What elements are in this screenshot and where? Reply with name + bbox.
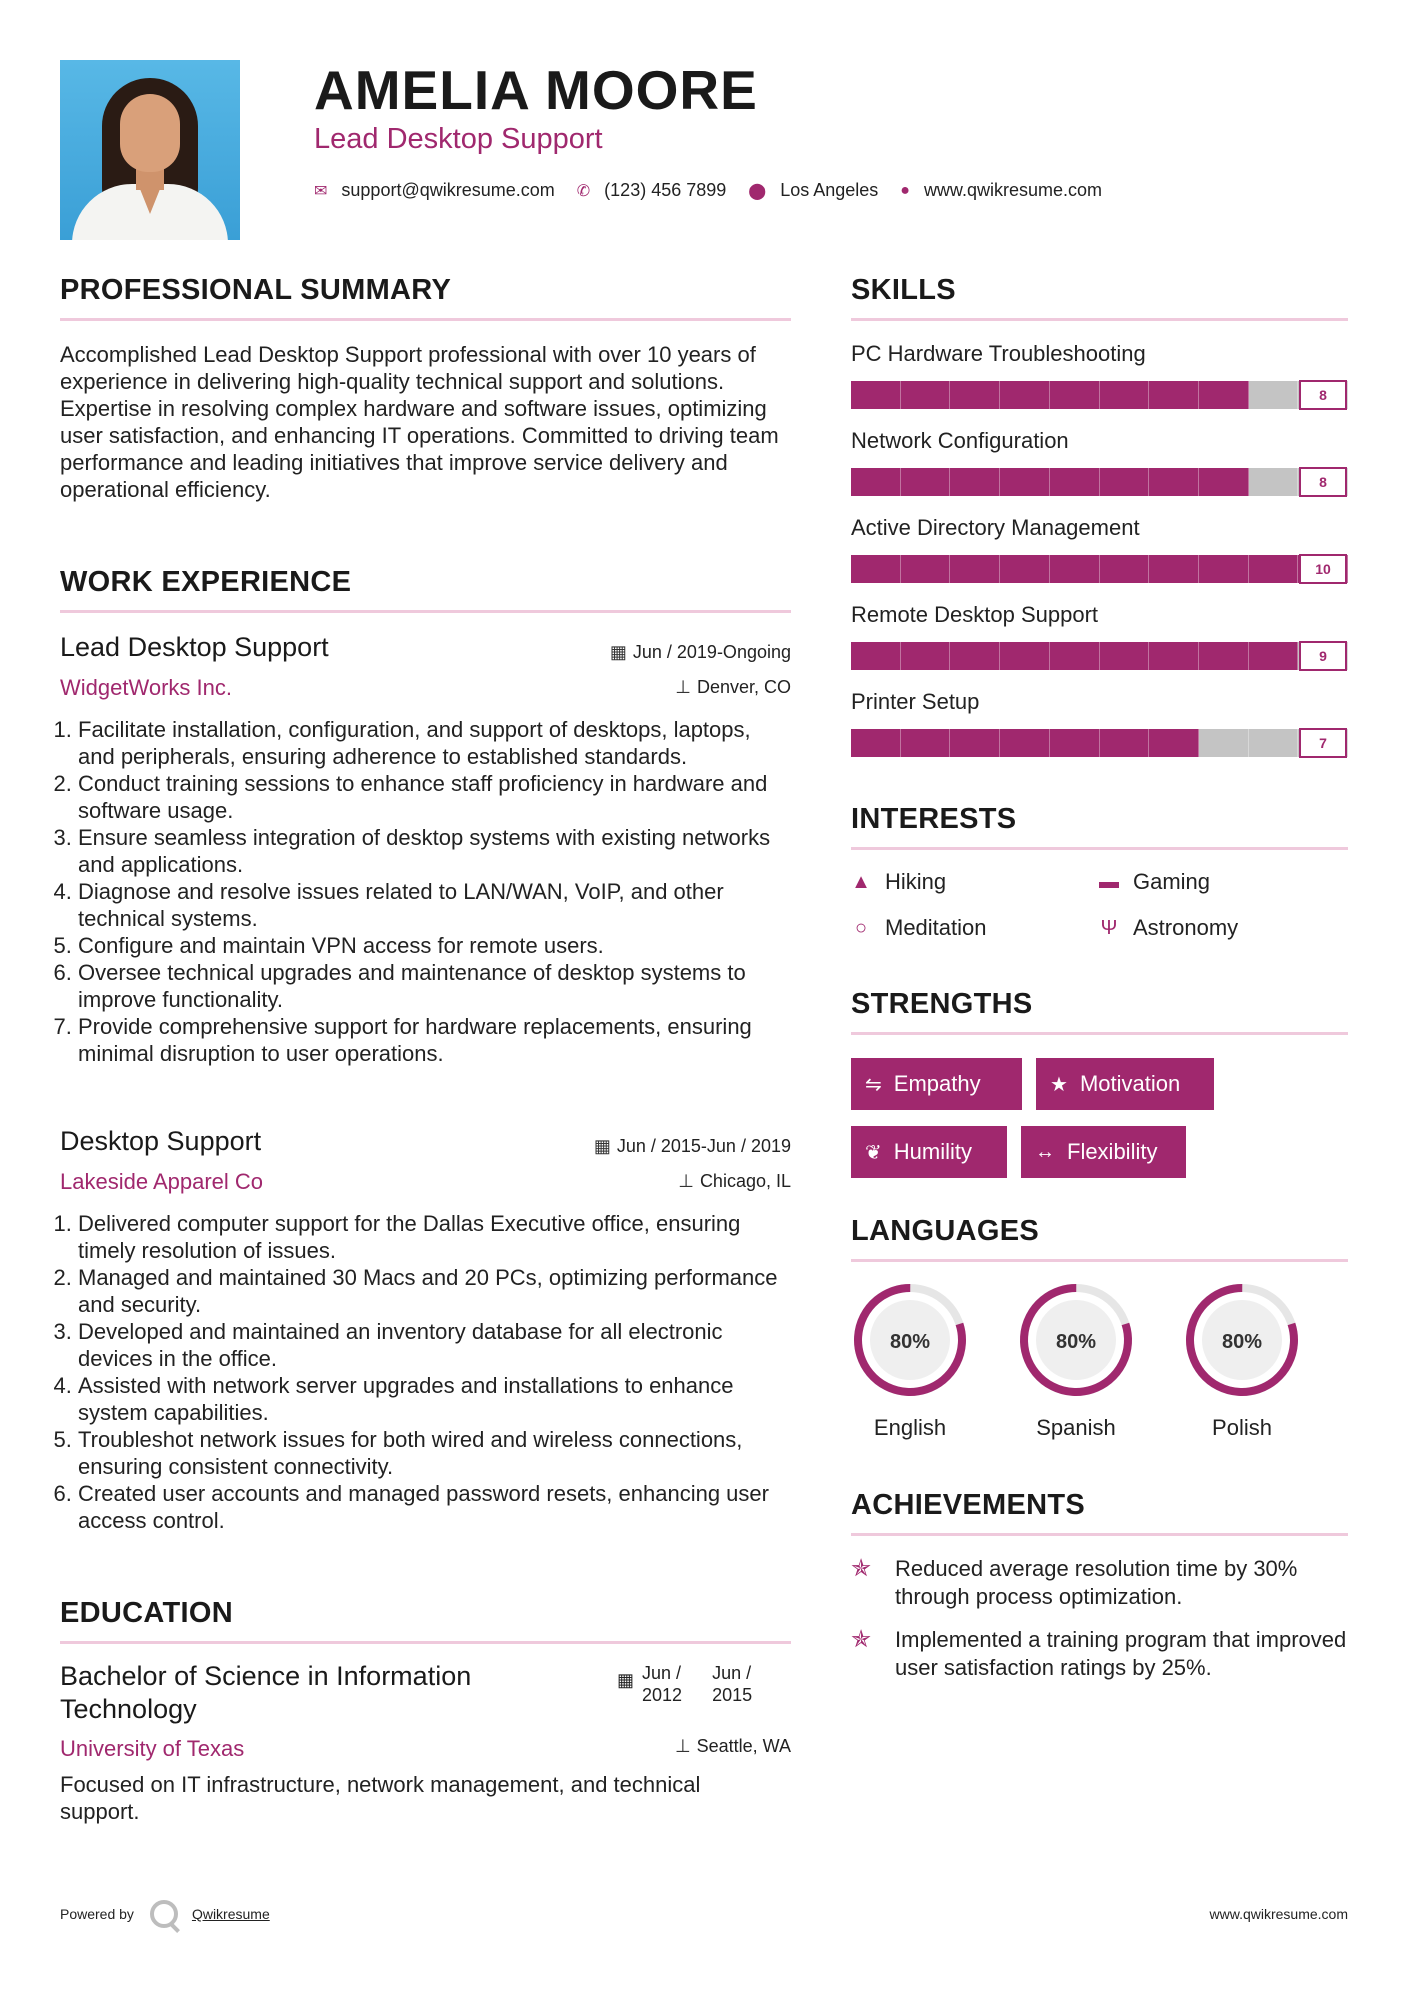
skill-name: Active Directory Management (851, 515, 1140, 540)
calendar-icon: ▦ (617, 1670, 635, 1690)
skill-bar-segment (1149, 642, 1199, 670)
achievement-text: Implemented a training program that improved user satisfaction ratings by 25%. (895, 1627, 1347, 1680)
skill-bar-segment (1000, 468, 1050, 496)
education-location-text: Seattle, WA (696, 1736, 791, 1756)
skill-bar-segment (1199, 555, 1249, 583)
job-company: Lakeside Apparel Co (60, 1169, 264, 1194)
duty-item: 4. Diagnose and resolve issues related to LAN/WAN, VoIP, and other technical systems. (78, 878, 792, 932)
skill-bar-segment (1050, 468, 1100, 496)
summary-text: Accomplished Lead Desktop Support professional with over 10 years of experience in delivering high-quality technical support and solutions. Expertise in resolving complex hardware and software issues, optimizing user satisfaction, and enhancing IT operations. Committed to driving team performance and leading initiatives that improve service delivery and operational efficiency. (60, 342, 779, 502)
skill-bar (851, 468, 1348, 496)
skill-level-badge: 8 (1299, 380, 1347, 410)
phone-text: (123) 456 7899 (604, 180, 727, 200)
skill-bar-segment (950, 468, 1000, 496)
interest-astronomy (1099, 915, 1238, 941)
email-text: support@qwikresume.com (341, 180, 555, 200)
skill-bar-segment (851, 642, 901, 670)
job-title: Lead Desktop Support (60, 632, 329, 662)
skill-bar-segment (1100, 468, 1150, 496)
contact-phone[interactable] (577, 180, 727, 201)
skill-bar (851, 642, 1348, 670)
achievement-item (851, 1626, 1348, 1682)
summary-heading: PROFESSIONAL SUMMARY (60, 274, 452, 306)
interests-heading: INTERESTS (851, 803, 1017, 835)
strengths-divider (851, 1032, 1348, 1035)
duty-item: 2. Conduct training sessions to enhance staff proficiency in hardware and software usage. (78, 770, 792, 824)
achievements-heading: ACHIEVEMENTS (851, 1489, 1086, 1521)
job-dates (610, 642, 791, 663)
skill-bar (851, 729, 1348, 757)
skill-bar-segment (1050, 555, 1100, 583)
skill-bar-segment (851, 729, 901, 757)
interest-label: Astronomy (1133, 915, 1239, 940)
skill-level-badge: 9 (1299, 641, 1347, 671)
contact-website[interactable] (900, 180, 1102, 201)
interest-label: Hiking (885, 869, 947, 894)
strengths-heading: STRENGTHS (851, 988, 1033, 1020)
skill-bar-segment (1050, 381, 1100, 409)
strength-badge (851, 1058, 1022, 1110)
language-name: Polish (1212, 1415, 1272, 1440)
job-duties-list (52, 716, 792, 1067)
pin-icon: ⊥ (674, 1736, 691, 1756)
duty-item: 7. Provide comprehensive support for hardware replacements, ensuring minimal disruption to user operations. (78, 1013, 792, 1067)
education-start (642, 1662, 682, 1706)
globe-icon: ● (900, 181, 910, 199)
trophy-star-icon: ✯ (851, 1626, 872, 1653)
job-location-text: Denver, CO (696, 677, 791, 697)
skill-bar-segment (1000, 729, 1050, 757)
trophy-star-icon: ✯ (851, 1555, 872, 1582)
strength-label: Humility (893, 1139, 972, 1164)
skill-bar-segment (950, 381, 1000, 409)
skill-bar-segment (1199, 642, 1249, 670)
skill-bar-segment (1199, 468, 1249, 496)
job-location (678, 1171, 791, 1192)
duty-item: 6. Oversee technical upgrades and maintenance of desktop systems to improve functionality. (78, 959, 792, 1013)
education-description: Focused on IT infrastructure, network management, and technical support. (60, 1772, 701, 1824)
skill-bar-segment (1050, 642, 1100, 670)
skill-bar-segment (851, 381, 901, 409)
language-percent: 80% (1055, 1331, 1097, 1353)
job-title: Desktop Support (60, 1126, 262, 1156)
star-icon: ★ (1050, 1073, 1068, 1096)
circle-icon: ○ (854, 916, 868, 939)
duty-item: 6. Created user accounts and managed password resets, enhancing user access control. (78, 1480, 792, 1534)
skill-bar-segment (901, 381, 951, 409)
skill-bar-segment (1149, 468, 1199, 496)
skill-bar-segment (1000, 555, 1050, 583)
strength-label: Flexibility (1067, 1139, 1158, 1164)
language-percent: 80% (889, 1331, 931, 1353)
skill-bar-segment (1199, 381, 1249, 409)
job-duties-list (52, 1210, 792, 1534)
interests-divider (851, 847, 1348, 850)
skill-bar-segment (1249, 642, 1299, 670)
skill-bar-segment (901, 729, 951, 757)
phone-icon: ✆ (576, 182, 591, 200)
contact-location (748, 180, 878, 201)
start-year: 2012 (642, 1685, 683, 1705)
pin-icon: ⊥ (678, 1171, 694, 1191)
duty-item: 1. Facilitate installation, configuration, and support of desktops, laptops, and peripherals, ensuring adherence to established standards. (78, 716, 792, 770)
experience-divider (60, 610, 791, 613)
job-dates-text: Jun / 2019-Ongoing (632, 642, 791, 662)
qwikresume-logo-icon (150, 1900, 178, 1928)
candidate-name: AMELIA MOORE (314, 59, 758, 121)
skill-bar-segment (851, 468, 901, 496)
location-text: Los Angeles (780, 180, 879, 200)
school-name: University of Texas (60, 1736, 245, 1761)
strength-badge (1036, 1058, 1214, 1110)
skill-name: Network Configuration (851, 428, 1069, 453)
skill-bar-segment (1000, 642, 1050, 670)
website-text: www.qwikresume.com (923, 180, 1102, 200)
powered-by-text: Powered by (60, 1906, 134, 1922)
strength-label: Empathy (893, 1071, 981, 1096)
leaf-icon: ❦ (865, 1141, 882, 1164)
envelope-icon: ✉ (314, 182, 328, 200)
language-name: Spanish (1036, 1415, 1116, 1440)
end-year: 2015 (712, 1685, 753, 1705)
job-dates-text: Jun / 2015-Jun / 2019 (616, 1136, 791, 1156)
skill-bar-segment (1199, 729, 1249, 757)
skills-divider (851, 318, 1348, 321)
interest-label: Meditation (885, 915, 987, 940)
interest-hiking (851, 869, 946, 895)
education-dates (617, 1662, 782, 1706)
degree-line-1: Bachelor of Science in Information (60, 1661, 472, 1691)
skill-level-badge: 8 (1299, 467, 1347, 497)
job-location (675, 677, 791, 698)
summary-divider (60, 318, 791, 321)
achievement-item (851, 1555, 1348, 1611)
skill-level-badge: 7 (1299, 728, 1347, 758)
tree-icon: ▲ (851, 870, 871, 893)
achievements-divider (851, 1533, 1348, 1536)
education-heading: EDUCATION (60, 1597, 233, 1629)
degree-title (60, 1660, 471, 1726)
strength-label: Motivation (1079, 1071, 1181, 1096)
skill-bar (851, 381, 1348, 409)
skill-bar-segment (950, 642, 1000, 670)
map-marker-icon: ⬤ (748, 182, 767, 200)
skill-bar-segment (1050, 729, 1100, 757)
skill-bar-segment (901, 468, 951, 496)
achievement-text: Reduced average resolution time by 30% through process optimization. (895, 1556, 1298, 1609)
skill-name: Printer Setup (851, 689, 980, 714)
candidate-title: Lead Desktop Support (314, 123, 603, 155)
languages-heading: LANGUAGES (851, 1215, 1039, 1247)
skill-bar-segment (1249, 555, 1299, 583)
job-dates (594, 1136, 791, 1157)
languages-divider (851, 1259, 1348, 1262)
skill-bar-segment (1249, 468, 1299, 496)
duty-item: 2. Managed and maintained 30 Macs and 20 PCs, optimizing performance and security. (78, 1264, 792, 1318)
degree-line-2: Technology (60, 1694, 197, 1724)
contact-bar (314, 180, 1124, 201)
start-month: Jun / (642, 1663, 682, 1683)
skills-heading: SKILLS (851, 274, 956, 306)
skill-bar-segment (1149, 555, 1199, 583)
language-ring-graphic (1014, 1278, 1138, 1402)
skill-bar (851, 555, 1348, 583)
skill-bar-segment (851, 555, 901, 583)
skill-bar-segment (1100, 642, 1150, 670)
experience-heading: WORK EXPERIENCE (60, 566, 352, 598)
language-ring (848, 1278, 970, 1402)
brand-link[interactable]: Qwikresume (191, 1906, 270, 1922)
footer-website-link[interactable]: www.qwikresume.com (1209, 1906, 1348, 1922)
skill-bar-segment (1100, 555, 1150, 583)
interest-gaming (1099, 869, 1210, 895)
skill-bar-segment (1149, 381, 1199, 409)
gamepad-icon: ▬ (1099, 870, 1119, 893)
job-company: WidgetWorks Inc. (60, 675, 232, 700)
language-percent: 80% (1221, 1331, 1263, 1353)
skill-bar-segment (950, 729, 1000, 757)
calendar-icon: ▦ (609, 642, 627, 662)
skill-bar-segment (1100, 729, 1150, 757)
strength-badge (1021, 1126, 1186, 1178)
skill-bar-segment (1100, 381, 1150, 409)
job-location-text: Chicago, IL (699, 1171, 791, 1191)
duty-item: 1. Delivered computer support for the Dallas Executive office, ensuring timely resolution of issues. (78, 1210, 792, 1264)
duty-item: 5. Configure and maintain VPN access for remote users. (78, 932, 792, 959)
calendar-icon: ▦ (593, 1136, 611, 1156)
arrows-horizontal-icon: ↔ (1035, 1140, 1055, 1163)
skill-bar-segment (1149, 729, 1199, 757)
duty-item: 3. Ensure seamless integration of desktop systems with existing networks and applications. (78, 824, 792, 878)
skill-bar-segment (1249, 729, 1299, 757)
language-name: English (873, 1415, 947, 1440)
education-divider (60, 1641, 791, 1644)
education-location (675, 1736, 791, 1757)
duty-item: 3. Developed and maintained an inventory database for all electronic devices in the office. (78, 1318, 792, 1372)
pin-icon: ⊥ (675, 677, 691, 697)
skill-bar-segment (901, 642, 951, 670)
handshake-icon: ⇋ (865, 1073, 882, 1096)
strength-badge (851, 1126, 1007, 1178)
education-end (712, 1662, 752, 1706)
language-ring-graphic (1180, 1278, 1304, 1402)
end-month: Jun / (712, 1663, 752, 1683)
skill-level-badge: 10 (1299, 554, 1347, 584)
duty-item: 5. Troubleshot network issues for both wired and wireless connections, ensuring consistent connectivity. (78, 1426, 792, 1480)
profile-photo (60, 60, 240, 240)
footer-branding (60, 1900, 270, 1928)
skill-name: Remote Desktop Support (851, 602, 1099, 627)
skill-name: PC Hardware Troubleshooting (851, 341, 1146, 366)
language-ring (1014, 1278, 1136, 1402)
skill-bar-segment (1000, 381, 1050, 409)
skill-bar-segment (901, 555, 951, 583)
duty-item: 4. Assisted with network server upgrades and installations to enhance system capabilities. (78, 1372, 792, 1426)
language-ring (1180, 1278, 1302, 1402)
interest-meditation (851, 915, 987, 941)
contact-email[interactable] (314, 180, 555, 201)
language-ring-graphic (848, 1278, 972, 1402)
interest-label: Gaming (1133, 869, 1211, 894)
utensils-icon: Ψ (1100, 916, 1118, 939)
skill-bar-segment (950, 555, 1000, 583)
skill-bar-segment (1249, 381, 1299, 409)
